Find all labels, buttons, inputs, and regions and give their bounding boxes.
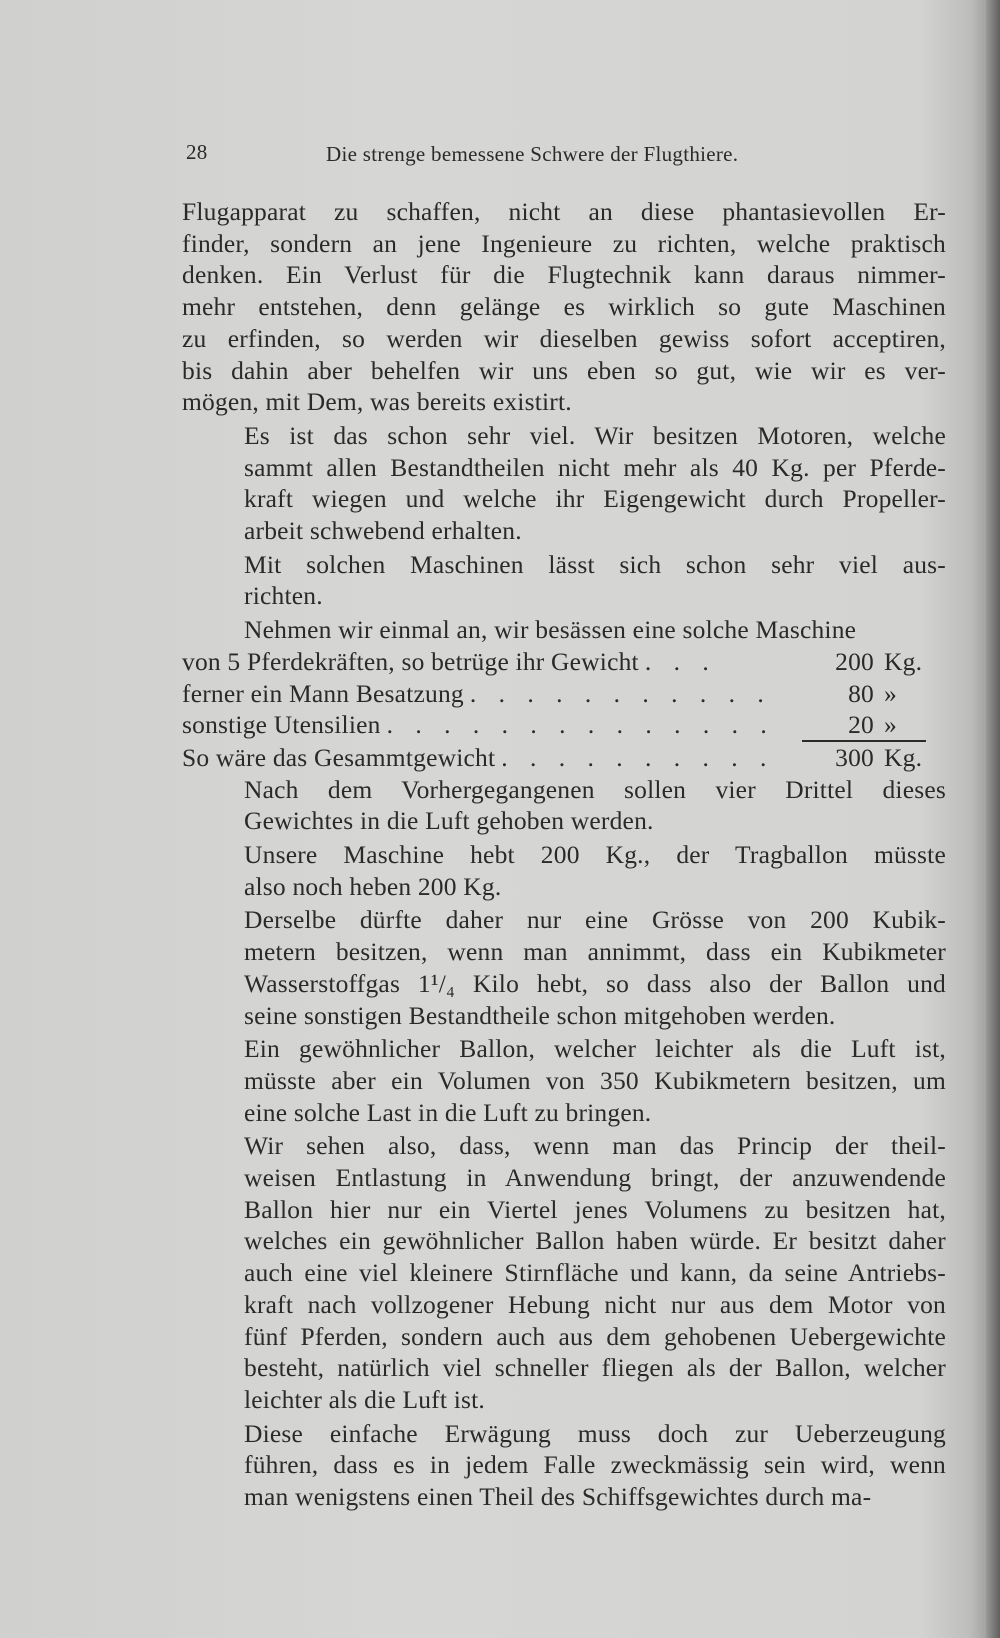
page-edge-shadow bbox=[986, 0, 1000, 1638]
paragraph bbox=[182, 549, 946, 612]
text-line: also noch heben 200 Kg. bbox=[244, 871, 502, 901]
text-line: Diese einfache Erwägung muss doch zur Ueberzeugung bbox=[244, 1418, 946, 1448]
text-line: müsste aber ein Volumen von 350 Kubikmetern besitzen, um bbox=[244, 1065, 946, 1095]
text-line: führen, dass es in jedem Falle zweckmässig sein wird, wenn bbox=[244, 1450, 946, 1480]
row-value: 200 bbox=[835, 646, 874, 676]
paragraph bbox=[182, 774, 946, 837]
text-line: man wenigstens einen Theil des Schiffsgewichtes durch ma- bbox=[244, 1482, 872, 1512]
row-value: 80 bbox=[848, 678, 874, 708]
body-text bbox=[182, 196, 946, 1513]
running-title: Die strenge bemessene Schwere der Flugthiere. bbox=[326, 142, 739, 166]
text-line: Ein gewöhnlicher Ballon, welcher leichter als die Luft ist, bbox=[244, 1034, 946, 1064]
row-label: sonstige Utensilien bbox=[182, 710, 381, 740]
leader-dots: . . . bbox=[644, 646, 717, 676]
text-line: Ballon hier nur ein Viertel jenes Volumens zu besitzen hat, bbox=[244, 1194, 946, 1224]
text-line: arbeit schwebend erhalten. bbox=[244, 516, 522, 546]
row-label: ferner ein Mann Besatzung bbox=[182, 678, 464, 708]
table-row bbox=[182, 646, 946, 678]
text-line: zu erfinden, so werden wir dieselben gewiss sofort acceptiren, bbox=[182, 323, 946, 353]
text-line: fünf Pferden, sondern auch aus dem gehobenen Uebergewichte bbox=[244, 1321, 946, 1351]
text-line: auch eine viel kleinere Stirnfläche und kann, da seine Antriebs- bbox=[244, 1258, 946, 1288]
row-unit: Kg. bbox=[884, 646, 923, 676]
paragraphs-after-table bbox=[182, 774, 946, 1513]
weight-table bbox=[182, 646, 946, 774]
text-line: Mit solchen Maschinen lässt sich schon sehr viel aus- bbox=[244, 549, 946, 579]
text-line: kraft wiegen und welche ihr Eigengewicht durch Propeller- bbox=[244, 484, 946, 514]
text-line: Nach dem Vorhergegangenen sollen vier Drittel dieses bbox=[244, 774, 946, 804]
text-line: kraft nach vollzogener Hebung nicht nur aus dem Motor von bbox=[244, 1289, 946, 1319]
leader-dots: . . . . . . . . . . . bbox=[469, 678, 772, 708]
row-unit: » bbox=[884, 678, 897, 708]
text-line: weisen Entlastung in Anwendung bringt, der anzuwendende bbox=[244, 1163, 946, 1193]
row-label: So wäre das Gesammtgewicht bbox=[182, 742, 496, 772]
paragraph bbox=[182, 614, 946, 646]
text-line: Wir sehen also, dass, wenn man das Princip der theil- bbox=[244, 1131, 946, 1161]
table-row bbox=[182, 709, 946, 741]
text-line: richten. bbox=[244, 581, 323, 611]
text-line: Wasserstoffgas 1¹/₄ Kilo hebt, so dass also der Ballon und bbox=[244, 968, 946, 998]
table-row bbox=[182, 678, 946, 710]
row-label: von 5 Pferdekräften, so betrüge ihr Gewicht bbox=[182, 646, 639, 676]
row-unit: Kg. bbox=[884, 742, 923, 772]
text-line: denken. Ein Verlust für die Flugtechnik kann daraus nimmer- bbox=[182, 260, 946, 290]
paragraph bbox=[182, 1418, 946, 1513]
text-line: besteht, natürlich viel schneller fliegen als der Ballon, welcher bbox=[244, 1353, 946, 1383]
paragraph bbox=[182, 420, 946, 547]
text-line: sammt allen Bestandtheilen nicht mehr als 40 Kg. per Pferde- bbox=[244, 452, 946, 482]
paragraph bbox=[182, 1033, 946, 1128]
text-line: Gewichtes in die Luft gehoben werden. bbox=[244, 806, 654, 836]
leader-dots: . . . . . . . . . . bbox=[501, 742, 775, 772]
text-line: bis dahin aber behelfen wir uns eben so gut, wie wir es ver- bbox=[182, 355, 946, 385]
page-number: 28 bbox=[186, 140, 208, 164]
row-value: 20 bbox=[848, 710, 874, 740]
text-line: Es ist das schon sehr viel. Wir besitzen Motoren, welche bbox=[244, 420, 946, 450]
text-line: finder, sondern an jene Ingenieure zu richten, welche praktisch bbox=[182, 228, 946, 258]
text-line: metern besitzen, wenn man annimmt, dass ein Kubikmeter bbox=[244, 937, 946, 967]
paragraph bbox=[182, 1130, 946, 1415]
table-row bbox=[182, 742, 946, 774]
text-line: mögen, mit Dem, was bereits existirt. bbox=[182, 387, 572, 417]
text-line: Derselbe dürfte daher nur eine Grösse von 200 Kubik- bbox=[244, 905, 946, 935]
paragraph bbox=[182, 904, 946, 1031]
text-line: leichter als die Luft ist. bbox=[244, 1384, 486, 1414]
row-value: 300 bbox=[835, 742, 874, 772]
text-line: Unsere Maschine hebt 200 Kg., der Tragballon müsste bbox=[244, 840, 946, 869]
paragraphs-before-table bbox=[182, 196, 946, 646]
text-line: Flugapparat zu schaffen, nicht an diese phantasievollen Er- bbox=[182, 197, 946, 226]
text-line: eine solche Last in die Luft zu bringen. bbox=[244, 1097, 652, 1127]
paragraph bbox=[182, 839, 946, 902]
text-line: seine sonstigen Bestandtheile schon mitgehoben werden. bbox=[244, 1000, 836, 1030]
text-line: welches ein gewöhnlicher Ballon haben würde. Er besitzt daher bbox=[244, 1226, 946, 1256]
row-unit: » bbox=[884, 710, 897, 740]
text-line: mehr entstehen, denn gelänge es wirklich so gute Maschinen bbox=[182, 292, 946, 322]
text-line: Nehmen wir einmal an, wir besässen eine solche Maschine bbox=[244, 615, 857, 645]
paragraph bbox=[182, 196, 946, 418]
leader-dots: . . . . . . . . . . . . . . bbox=[386, 710, 775, 740]
